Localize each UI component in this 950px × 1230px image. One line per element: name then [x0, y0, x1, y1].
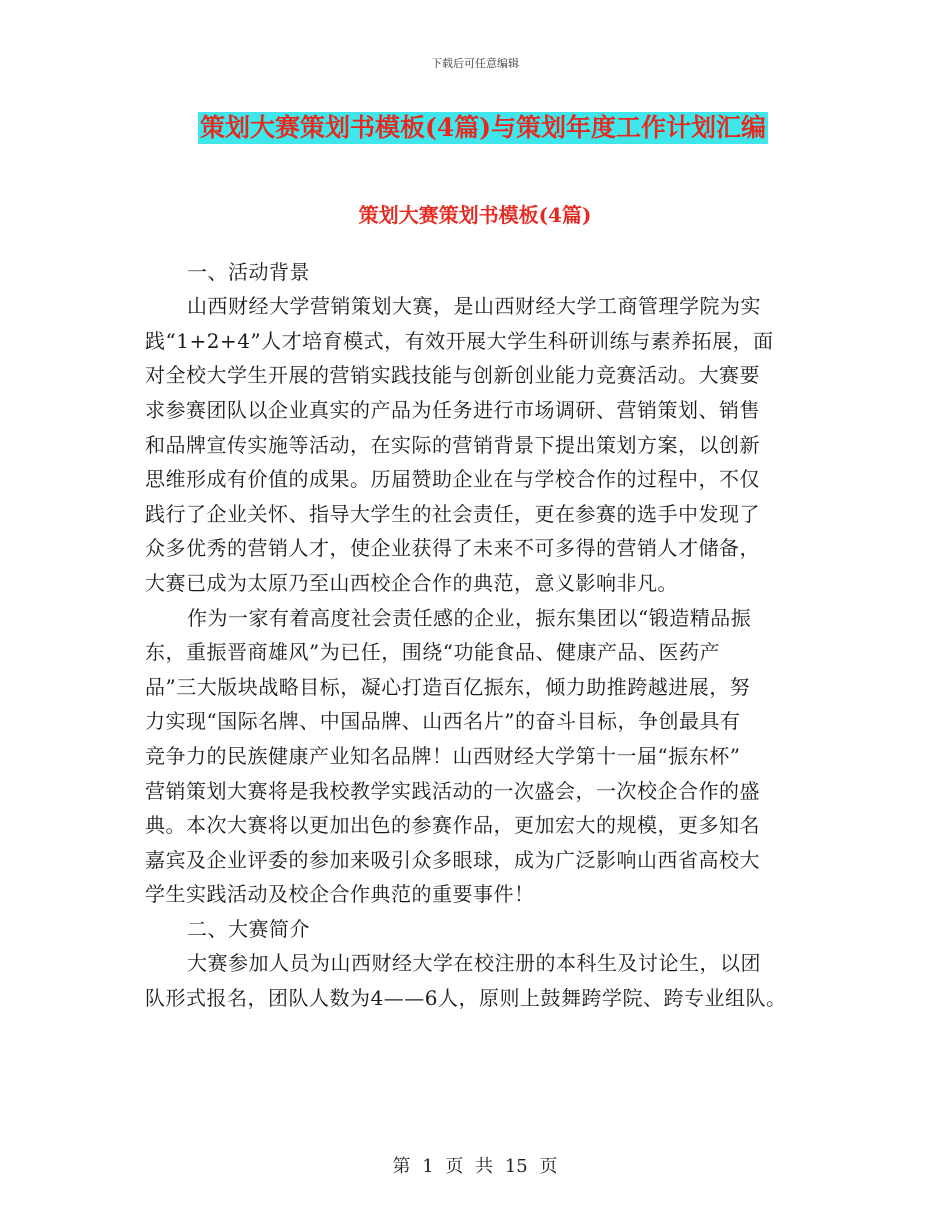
- paragraph-line: 营销策划大赛将是我校教学实践活动的一次盛会，一次校企合作的盛: [145, 778, 760, 803]
- paragraph-line: 对全校大学生开展的营销实践技能与创新创业能力竞赛活动。大赛要: [145, 363, 760, 388]
- paragraph-line: 和品牌宣传实施等活动，在实际的营销背景下提出策划方案，以创新: [145, 432, 760, 457]
- document-title: 策划大赛策划书模板(4篇)与策划年度工作计划汇编: [200, 113, 767, 142]
- paragraph-line: 品”三大版块战略目标，凝心打造百亿振东，倾力助推跨越进展，努: [145, 674, 751, 699]
- section-title: 策划大赛策划书模板(4篇): [358, 203, 592, 227]
- paragraph-line: 竞争力的民族健康产业知名品牌！山西财经大学第十一届“振东杯”: [145, 743, 741, 768]
- header-note: 下载后可任意编辑: [431, 57, 519, 70]
- section-heading: 一、活动背景: [187, 259, 310, 284]
- paragraph-line: 队形式报名，团队人数为4——6人，原则上鼓舞跨学院、跨专业组队。: [145, 986, 787, 1011]
- paragraph-line: 大赛已成为太原乃至山西校企合作的典范，意义影响非凡。: [145, 570, 678, 595]
- page-number: 第 1 页 共 15 页: [392, 1156, 558, 1177]
- paragraph-line: 众多优秀的营销人才，使企业获得了未来不可多得的营销人才储备，: [145, 536, 760, 561]
- paragraph-line: 践“1+2+4”人才培育模式，有效开展大学生科研训练与素养拓展，面: [145, 328, 774, 353]
- paragraph-line: 求参赛团队以企业真实的产品为任务进行市场调研、营销策划、销售: [145, 397, 760, 422]
- paragraph-line: 典。本次大赛将以更加出色的参赛作品，更加宏大的规模，更多知名: [145, 813, 760, 838]
- paragraph-line: 学生实践活动及校企合作典范的重要事件！: [145, 882, 535, 907]
- paragraph-line: 嘉宾及企业评委的参加来吸引众多眼球，成为广泛影响山西省高校大: [145, 847, 760, 872]
- body-text: [145, 220, 835, 1016]
- paragraph-line: 作为一家有着高度社会责任感的企业，振东集团以“锻造精品振: [187, 605, 752, 630]
- paragraph-line: 践行了企业关怀、指导大学生的社会责任，更在参赛的选手中发现了: [145, 501, 760, 526]
- paragraph-line: 山西财经大学营销策划大赛，是山西财经大学工商管理学院为实: [187, 294, 761, 319]
- paragraph-line: 东，重振晋商雄风”为已任，围绕“功能食品、健康产品、医药产: [145, 640, 720, 665]
- paragraph-line: 力实现“国际名牌、中国品牌、山西名片”的奋斗目标，争创最具有: [145, 709, 741, 734]
- section-heading: 二、大赛简介: [187, 916, 310, 941]
- paragraph-line: 大赛参加人员为山西财经大学在校注册的本科生及讨论生，以团: [187, 951, 761, 976]
- paragraph-line: 思维形成有价值的成果。历届赞助企业在与学校合作的过程中，不仅: [145, 467, 760, 492]
